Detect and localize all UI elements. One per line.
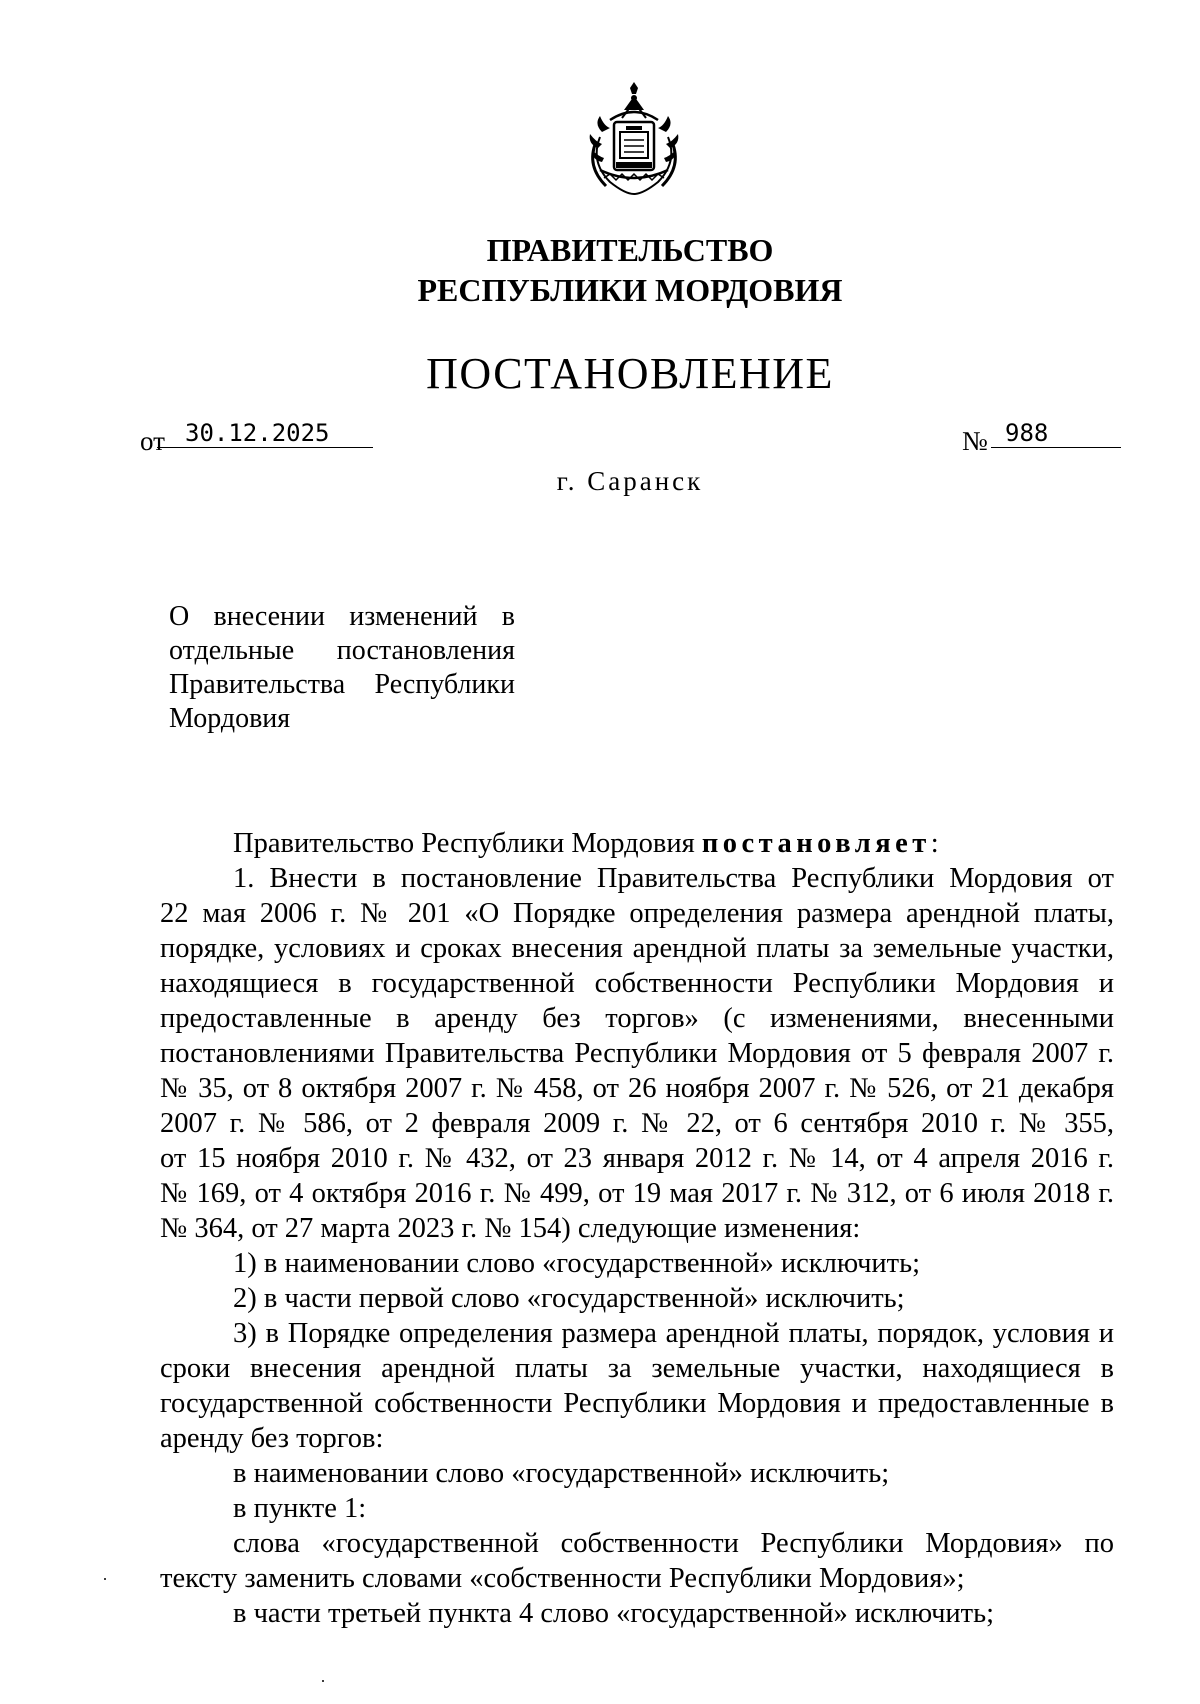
document-date: 30.12.2025 (157, 421, 373, 448)
body-line: государственной собственности Республики Мордовия и предоставленные в (160, 1388, 1114, 1419)
body-line: 1) в наименовании слово «государственной» исключить; (233, 1248, 921, 1279)
body-line: сроки внесения арендной платы за земельные участки, находящиеся в (160, 1353, 1114, 1384)
document-type-title: ПОСТАНОВЛЕНИЕ (426, 349, 834, 398)
organization-name-line1: ПРАВИТЕЛЬСТВО (486, 232, 774, 268)
subject-line: Мордовия (169, 703, 291, 734)
body-line: 22 мая 2006 г. № 201 «О Порядке определения размера арендной платы, (160, 898, 1114, 929)
body-line: № 364, от 27 марта 2023 г. № 154) следующие изменения: (160, 1213, 861, 1244)
intro-text: Правительство Республики Мордовия (233, 828, 695, 859)
body-line: в наименовании слово «государственной» исключить; (233, 1458, 890, 1489)
scan-speck (104, 1578, 106, 1580)
body-line: тексту заменить словами «собственности Республики Мордовия»; (160, 1563, 965, 1594)
subject-line: Правительства Республики (169, 669, 515, 700)
document-subject (169, 600, 515, 736)
body-line: № 169, от 4 октября 2016 г. № 499, от 19 мая 2017 г. № 312, от 6 июля 2018 г. (160, 1178, 1114, 1209)
body-line: 1. Внести в постановление Правительства Республики Мордовия от (233, 863, 1114, 894)
intro-decree-word: постановляет (701, 828, 931, 859)
intro-colon: : (930, 828, 939, 859)
body-line: аренду без торгов: (160, 1423, 384, 1454)
body-line: слова «государственной собственности Республики Мордовия» по (233, 1528, 1114, 1559)
document-body (160, 826, 1114, 1631)
coat-of-arms-emblem (580, 82, 688, 200)
body-line: постановлениями Правительства Республики Мордовия от 5 февраля 2007 г. (160, 1038, 1114, 1069)
organization-name-line2: РЕСПУБЛИКИ МОРДОВИЯ (417, 272, 843, 308)
body-line: № 35, от 8 октября 2007 г. № 458, от 26 ноября 2007 г. № 526, от 21 декабря (160, 1073, 1114, 1104)
city-name: г. Саранск (556, 466, 704, 496)
subject-line: О внесении изменений в (169, 601, 515, 632)
body-line: порядке, условиях и сроках внесения арендной платы за земельные участки, (160, 933, 1114, 964)
body-line: от 15 ноября 2010 г. № 432, от 23 января 2012 г. № 14, от 4 апреля 2016 г. (160, 1143, 1114, 1174)
intro-paragraph (160, 826, 1114, 861)
body-line: 2) в части первой слово «государственной» исключить; (233, 1283, 905, 1314)
number-prefix: № (962, 426, 988, 456)
document-number: 988 (991, 421, 1121, 448)
body-line: в пункте 1: (233, 1493, 367, 1524)
body-line: предоставленные в аренду без торгов» (с изменениями, внесенными (160, 1003, 1114, 1034)
subject-line: отдельные постановления (169, 635, 515, 666)
body-line: в части третьей пункта 4 слово «государственной» исключить; (233, 1598, 995, 1629)
body-line: 3) в Порядке определения размера арендной платы, порядок, условия и (233, 1318, 1114, 1349)
body-line: находящиеся в государственной собственности Республики Мордовия и (160, 968, 1114, 999)
body-line: 2007 г. № 586, от 2 февраля 2009 г. № 22, от 6 сентября 2010 г. № 355, (160, 1108, 1114, 1139)
scan-speck (322, 1680, 324, 1682)
date-prefix: от (140, 426, 165, 456)
